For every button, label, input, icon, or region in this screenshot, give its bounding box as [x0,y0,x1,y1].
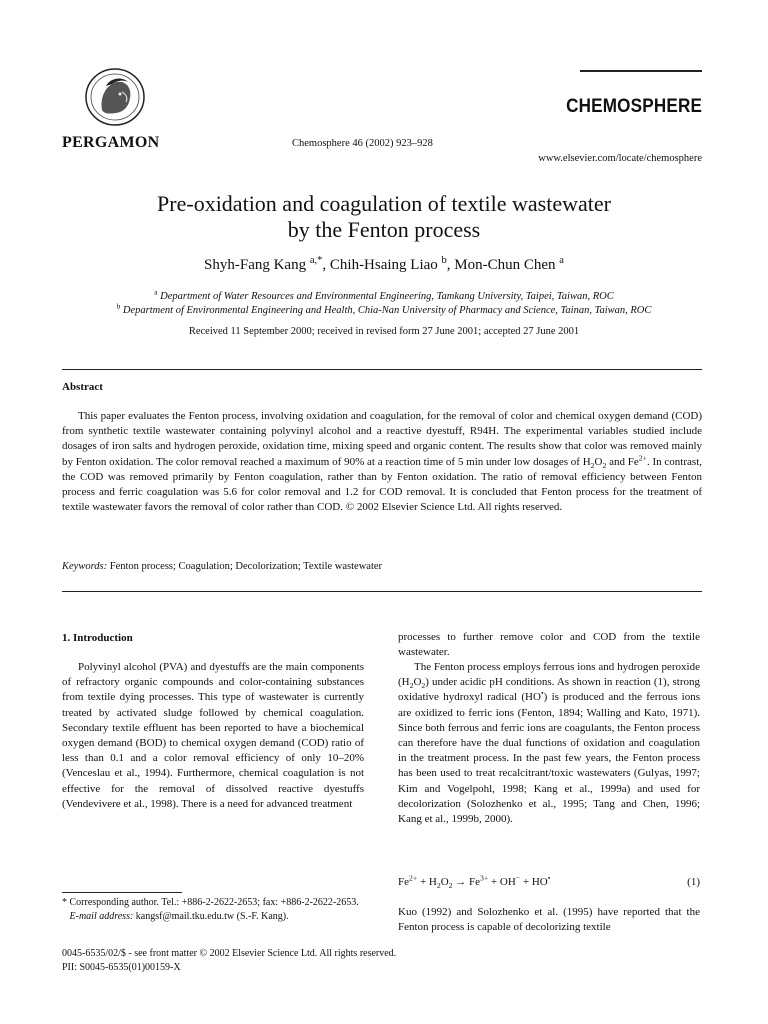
keywords-list: Fenton process; Coagulation; Decolorization; Textile wastewater [109,561,383,572]
section-heading: 1. Introduction [62,632,133,644]
reaction-equation: $Fe^{2+} + H_2O_2 \to Fe^{3+} + OH^- + HO^•$ (1) [398,873,700,891]
article-title [0,191,768,243]
header-rule [580,70,702,72]
intro-paragraph-right-2: The Fenton process employs ferrous ions and hydrogen peroxide $(H_2O_2)$ under acidic pH conditions. As shown in reaction (1), strong oxidative hydroxyl radical (HO•) is produced and the ferrous ions are oxidized to ferric ions (Fenton, 1894; Walling and Kato, 1971). Since both ferrous and ferric ions are coagulants, the Fenton process can therefore have the dual functions of oxidation and coagulation in the treatment process. In the past few years, the Fenton process has been used to treat recalcitrant/toxic wastewaters (Gulyas, 1997; Kim and Vogelpohl, 1998; Kang et al., 1999a) and used for decolorization (Solozhenko et al., 1995; Tang and Chen, 1996; Kang et al., 1999b, 2000). [398,661,700,826]
journal-title: CHEMOSPHERE [566,96,702,117]
received-dates: Received 11 September 2000; received in revised form 27 June 2001; accepted 27 June 2001 [188,326,580,337]
intro-paragraph-right-1: processes to further remove color and COD from the textile wastewater. [398,631,700,659]
affiliation-b: $^b$ Department of Environmental Engineering and Health, Chia-Nan University of Pharmacy and Science, Tainan, Taiwan, ROC [116,301,652,316]
journal-url[interactable]: www.elsevier.com/locate/chemosphere [538,153,702,164]
equation-number: (1) [687,876,700,888]
intro-paragraph-left: Polyvinyl alcohol (PVA) and dyestuffs are the main components of refractory organic compounds and color-containing substances from textile dying processes. This type of wastewater is currently treated by activated sludge followed by chemical coagulation. Secondary textile effluent has been reported to have a biochemical oxygen demand (BOD) to chemical oxygen demand (COD) ratio of less than 0.1 and a color removal efficiency of only 10–20% (Venceslau et al., 1994). Furthermore, chemical coagulation is not effective for the removal of dissolved reactive dyestuffs (Vendevivere et al., 1998). There is a need for advanced treatment [62,661,364,810]
issn-line: 0045-6535/02/$ - see front matter © 2002 Elsevier Science Ltd. All rights reserved. [62,948,397,959]
keywords [62,561,382,572]
abstract-text: This paper evaluates the Fenton process, involving oxidation and coagulation, for the removal of color and chemical oxygen demand (COD) from synthetic textile wastewater containing polyvinyl alcohol and a reactive dyestuff, R94H. The experimental variables studied include dosages of iron salts and hydrogen peroxide, oxidation time, mixing speed and organic content. The results show that color was removed mainly by Fenton oxidation. The color removal reached a maximum of 90% at a reaction time of 5 min under low dosages of $H_2O_2$ and $Fe^{2+}$. In contrast, the COD was removed primarily by Fenton coagulation, rather than by Fenton oxidation. The ratio of removal efficiency between Fenton process and ferric coagulation was 5.6 for color removal and 1.2 for COD removal. It is concluded that Fenton process for the treatment of textile wastewater favors the removal of color rather than COD. © 2002 Elsevier Science Ltd. All rights reserved. [62,410,703,514]
footnote-rule [62,892,182,893]
publisher-name: PERGAMON [62,134,160,151]
publisher-logo-icon [82,66,148,128]
journal-citation: Chemosphere 46 (2002) 923–928 [292,138,433,149]
divider [62,369,702,370]
article-title-line1: Pre-oxidation and coagulation of textile wastewater [157,191,611,216]
affiliation-a: $^a$ Department of Water Resources and Environmental Engineering, Tamkang University, Taipei, Taiwan, ROC [154,287,614,302]
authors: Shyh-Fang Kang $^{a,*}$, Chih-Hsaing Liao $^b$, Mon-Chun Chen $^a$ [204,255,564,273]
footnote-email [62,910,364,924]
divider [62,591,702,592]
front-matter [62,947,396,975]
abstract-heading: Abstract [62,381,103,393]
email-address[interactable]: kangsf@mail.tku.edu.tw (S.-F. Kang). [135,911,289,922]
pii-line: PII: S0045-6535(01)00159-X [62,962,181,973]
footnote [62,896,364,924]
footnote-corresponding: * Corresponding author. Tel.: +886-2-2622-2653; fax: +886-2-2622-2653. [62,897,359,908]
email-label: E-mail address: [69,911,134,922]
intro-paragraph-right-3: Kuo (1992) and Solozhenko et al. (1995) have reported that the Fenton process is capable of decolorizing textile [398,906,700,934]
keywords-label: Keywords: [62,561,108,572]
article-title-line2: by the Fenton process [287,217,481,242]
